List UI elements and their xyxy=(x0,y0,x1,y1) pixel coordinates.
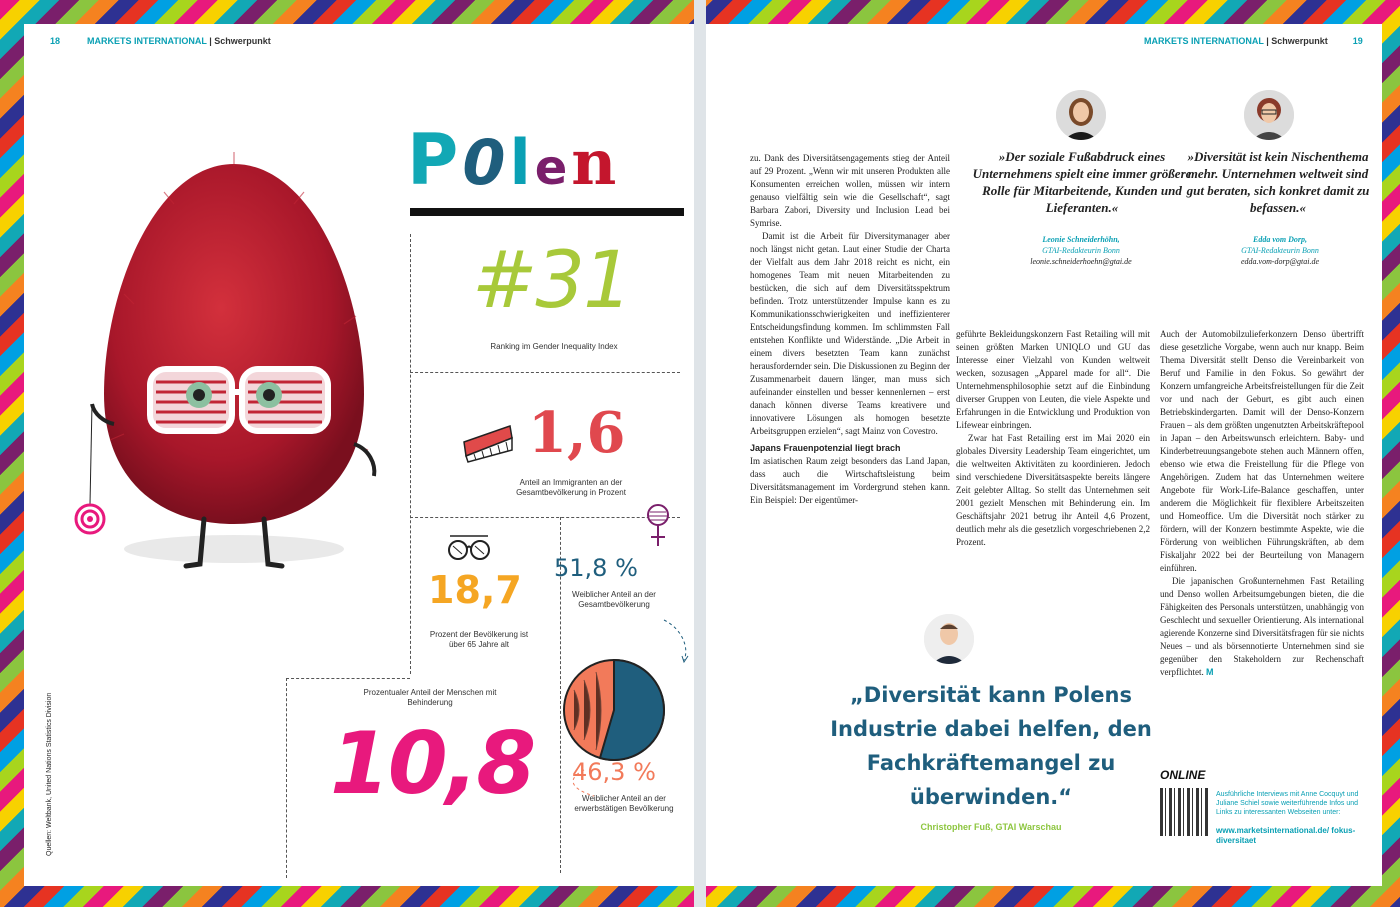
title-letter: e xyxy=(534,140,572,196)
online-text: Ausführliche Interviews mit Anne Cocquyt und Juliane Schiel sowie weiterführende Infos und Links zu interessanten Webseiten unter: xyxy=(1216,791,1359,816)
end-mark: M xyxy=(1205,667,1214,677)
stat-age-label: Prozent der Bevölkerung ist über 65 Jahre alt xyxy=(429,630,529,649)
lollipop-icon xyxy=(76,505,104,533)
paragraph: zu. Dank des Diversitätsengagements stieg der Anteil auf 29 Prozent. „Wenn wir mit unseren Produkten alle Konsumenten erreichen wollen, müssen wir intern genauso vielfältig sein wie die Gesellschaft“, sagt Barbara Zabori, Diversity und Inclusion Lead bei Symrise. xyxy=(750,153,950,228)
cake-slice-icon xyxy=(460,420,516,464)
title-letter: 0 xyxy=(462,126,510,199)
online-heading: ONLINE xyxy=(1160,768,1206,782)
stat-female-label: Weiblicher Anteil an der Gesamtbevölkerung xyxy=(572,590,656,609)
article-column-3 xyxy=(1160,328,1364,679)
divider xyxy=(286,678,288,878)
page-title xyxy=(407,119,620,201)
quote-edda-attribution xyxy=(1190,234,1370,267)
red-monster-illustration xyxy=(64,104,394,584)
title-letter: l xyxy=(509,126,535,199)
quote-author: Edda vom Dorp, xyxy=(1253,235,1307,244)
quote-leonie-attribution xyxy=(986,234,1176,267)
paragraph: Auch der Automobilzulieferkonzern Denso übertrifft diese gesetzliche Vorgabe, wenn auch nur knapp. Beim Thema Diversität stellt Denso die Vereinbarkeit von Beruf und Familie in den Fokus. So gewährt der Konzern umfangreiche Arbeitsfreistellungen für die Zeit vor und nach der Geburt, es gibt auch einen Betriebskindergarten. Damit will der Denso-Konzern Frauen – als dem größten ungenutzten Arbeitskräftepool in Japan – den Arbeitswunsch erleichtern. Baby- und Kinderbetreuungsangebote stehen auch Männern offen, ebenso wie etwa die Freistellung für die Pflege von Angehörigen. Zudem hat das Unternehmen weitere Angebote für Work-Life-Balance geschaffen, unter anderem die Möglichkeit für flexiblere Arbeitszeiten und Homeoffice. Um die Diversität noch stärker zu fördern, will der Konzern bestimmte Aspekte, wie die Förderung von weiblichen Führungskräften, ab dem Fiskaljahr 2022 bei der Beurteilung von Managern einführen. xyxy=(1160,329,1364,573)
quote-edda: »Diversität ist kein Nischenthema mehr. Unternehmen weltweit sind gut beraten, sich konkret damit zu befassen.« xyxy=(1186,149,1370,215)
stat-age-value: 18,7 xyxy=(428,568,522,612)
paragraph: Damit ist die Arbeit für Diversitymanager aber noch längst nicht getan. Laut einer Studie der Charta der Vielfalt aus dem Jahr 2018 reicht es nicht, ein homogenes Team mit neuen Mitarbeitenden zu bestücken, die sich auf dem Diversitätsspektrum befinden. Trotz unterstützender Impulse kann es zu Kommunikationsschwierigkeiten und ineffizienterer Entscheidungsfindung kommen. Im schlimmsten Fall entstehen Konflikte und Widerstände. „Die Arbeit in einem divers besetzten Team kann zunächst herausfordernder sein. Die Diskussionen zu Beginn der Zusammenarbeit dauern länger, man muss sich aufeinander einstellen und besser kennenlernen – erst danach können diverse Teams kreativere und innovativere Lösungen als homogen besetzte Arbeitsgruppen erzielen“, sagt Mainz von Covestro. xyxy=(750,231,950,436)
article-column-2 xyxy=(956,328,1150,549)
quote-leonie: »Der soziale Fußabdruck eines Unternehmens spielt eine immer größere Rolle für Mitarbeitende, Kunden und Lieferanten.« xyxy=(972,149,1192,215)
source-note: Quellen: Weltbank, United Nations Statistics Division xyxy=(46,692,53,856)
stat-rank-label: Ranking im Gender Inequality Index xyxy=(490,342,618,351)
stat-female-work-label: Weiblicher Anteil an der erwerbstätigen Bevölkerung xyxy=(574,794,674,813)
qr-code-icon[interactable] xyxy=(1160,788,1208,836)
stat-immigrants-label: Anteil an Immigranten an der Gesamtbevölkerung in Prozent xyxy=(516,478,626,497)
title-letter: n xyxy=(571,126,621,199)
stat-immigrants-value: 1,6 xyxy=(528,400,626,466)
left-page xyxy=(24,24,694,886)
right-header xyxy=(1144,36,1363,46)
title-letter: P xyxy=(407,119,463,201)
subheading: Japans Frauenpotenzial liegt brach xyxy=(750,443,901,453)
stat-disability-value: 10,8 xyxy=(330,714,535,814)
quote-email[interactable]: leonie.schneiderhoehn@gtai.de xyxy=(1030,257,1132,266)
quote-email[interactable]: edda.vom-dorp@gtai.de xyxy=(1240,257,1319,266)
magazine-name: MARKETS INTERNATIONAL xyxy=(1144,36,1264,46)
paragraph: Zwar hat Fast Retailing erst im Mai 2020 ein globales Diversity Leadership Team eingerichtet, um die weltweiten Aktivitäten zu koordinieren. Jedoch sind verschiedene Diversitätsaspekte bereits längere Zeit gelebter Alltag. So stellt das Unternehmen seit 2001 gezielt Menschen mit Behinderung ein. Im Geschäftsjahr 2021 betrug ihr Anteil 4,6 Prozent, deutlich mehr als die gesetzlich vorgeschriebenen 2,2 Prozent. xyxy=(956,433,1150,547)
paragraph: Im asiatischen Raum zeigt besonders das Land Japan, dass auch die Wirtschaftsleistung beim Diversitätsmanagement im Vordergrund stehen kann. Ein Beispiel: Der eigentümer- xyxy=(750,456,950,505)
avatar-leonie xyxy=(1056,90,1106,140)
stat-female-value: 51,8 % xyxy=(554,554,638,582)
page-number: 19 xyxy=(1352,36,1363,46)
title-bar xyxy=(410,208,684,216)
article-column-1 xyxy=(750,152,950,507)
online-box xyxy=(1160,768,1370,845)
paragraph: Die japanischen Großunternehmen Fast Retailing und Denso wollen Arbeitsumgebungen bieten, die die Fähigkeiten des Personals unterstützen, unabhängig von Geschlecht und sexueller Orientierung. Als international agierende Konzerne sind Diversitätsfragen für sie nichts Neues – und als börsennotierte Unternehmen sind sie gegenüber den Stakeholdern zur Rechenschaft verpflichtet. xyxy=(1160,576,1364,677)
stat-female-work-value: 46,3 % xyxy=(572,758,656,786)
quote-role: GTAI-Redakteurin Bonn xyxy=(1241,246,1319,255)
page-gutter xyxy=(694,0,706,907)
avatar-christopher xyxy=(924,614,974,664)
section-name: | Schwerpunkt xyxy=(1266,36,1328,46)
divider xyxy=(410,372,680,373)
avatar-edda xyxy=(1244,90,1294,140)
quote-role: GTAI-Redakteurin Bonn xyxy=(1042,246,1120,255)
pull-quote: „Diversität kann Polens Industrie dabei helfen, den Fachkräftemangel zu überwinden.“ xyxy=(830,683,1152,809)
sunglasses-icon xyxy=(444,530,494,564)
divider xyxy=(410,234,412,674)
divider xyxy=(286,678,410,679)
stat-rank-value: #31 xyxy=(472,236,631,326)
female-symbol-icon xyxy=(644,502,672,548)
left-header xyxy=(50,36,271,46)
pull-quote-source: Christopher Fuß, GTAI Warschau xyxy=(920,822,1062,832)
right-page xyxy=(706,24,1382,886)
magazine-name: MARKETS INTERNATIONAL xyxy=(87,36,207,46)
online-link[interactable]: www.marketsinternational.de/ fokus-diversitaet xyxy=(1216,826,1356,845)
divider xyxy=(410,517,680,518)
quote-author: Leonie Schneiderhöhn, xyxy=(1042,235,1120,244)
section-name: | Schwerpunkt xyxy=(209,36,271,46)
stat-disability-label: Prozentualer Anteil der Menschen mit Behinderung xyxy=(363,688,497,707)
page-number: 18 xyxy=(50,36,61,46)
paragraph: geführte Bekleidungskonzern Fast Retailing will mit seinen größten Marken UNIQLO und GU das Interesse einer Vielzahl von Kunden weltweit wecken, sozusagen „Apparel made for all“. Die Unternehmensphilosophie setzt auf die Einbindung diverser Gruppen von Leuten, die viele Aspekte und Erfahrungen in die Entwicklung und Produktion von Lifewear einbringen. xyxy=(956,329,1150,430)
